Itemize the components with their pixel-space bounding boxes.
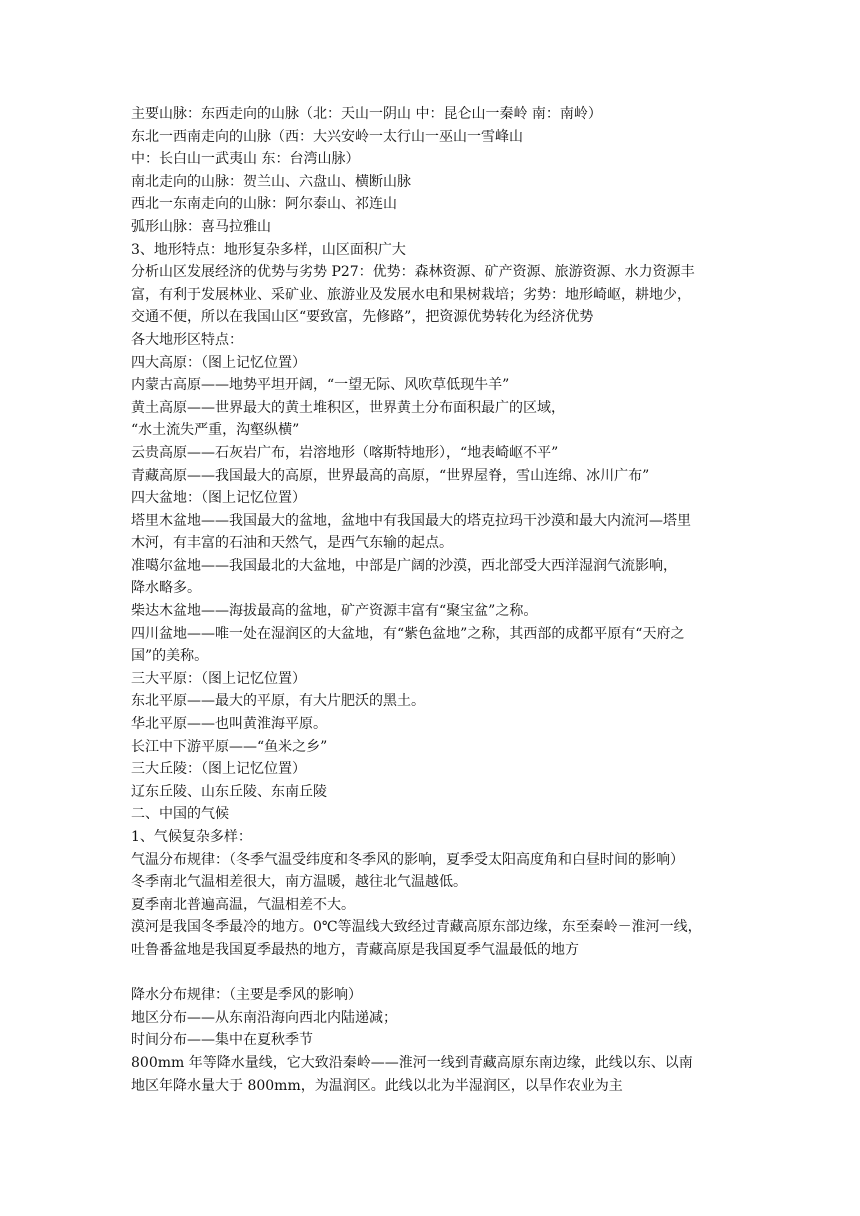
blank-line xyxy=(131,962,736,985)
text-line: 主要山脉：东西走向的山脉（北：天山一阴山 中：昆仑山一秦岭 南：南岭） xyxy=(131,106,602,122)
text-line: 中：长白山一武夷山 东：台湾山脉） xyxy=(131,151,360,168)
text-line: 东北一西南走向的山脉（西：大兴安岭一太行山一巫山一雪峰山 xyxy=(131,128,523,145)
text-line: 夏季南北普遍高温，气温相差不大。 xyxy=(131,896,355,913)
text-line: 黄土高原——世界最大的黄土堆积区，世界黄土分布面积最广的区域， xyxy=(131,399,565,416)
text-line: 气温分布规律：（冬季气温受纬度和冬季风的影响，夏季受太阳高度角和白昼时间的影响） xyxy=(131,851,684,868)
text-line: 长江中下游平原——“鱼米之乡” xyxy=(131,738,328,755)
text-line: 辽东丘陵、山东丘陵、东南丘陵 xyxy=(131,783,327,800)
text-line: 弧形山脉：喜马拉雅山 xyxy=(131,218,271,235)
text-line: 四大盆地：（图上记忆位置） xyxy=(131,490,306,507)
text-line: 800mm 年等降水量线，它大致沿秦岭——淮河一线到青藏高原东南边缘，此线以东、以南 xyxy=(131,1054,693,1071)
text-line: 华北平原——也叫黄淮海平原。 xyxy=(131,716,327,733)
text-line: 降水略多。 xyxy=(131,580,201,597)
section-heading: 二、中国的气候 xyxy=(131,806,229,823)
text-line: 东北平原——最大的平原，有大片肥沃的黑土。 xyxy=(131,693,425,710)
text-line: 交通不便，所以在我国山区“要致富，先修路”，把资源优势转化为经济优势 xyxy=(131,309,594,326)
text-line: 地区年降水量大于 800mm，为温润区。此线以北为半湿润区，以旱作农业为主 xyxy=(131,1077,623,1094)
text-line: 时间分布——集中在夏秋季节 xyxy=(131,1032,313,1049)
text-line: “水土流失严重，沟壑纵横” xyxy=(131,422,300,439)
text-line: 云贵高原——石灰岩广布，岩溶地形（喀斯特地形），“地表崎岖不平” xyxy=(131,444,559,461)
text-line: 四川盆地——唯一处在湿润区的大盆地，有“紫色盆地”之称，其西部的成都平原有“天府之 xyxy=(131,625,685,642)
text-line: 内蒙古高原——地势平坦开阔，“一望无际、风吹草低现牛羊” xyxy=(131,377,510,394)
text-line: 柴达木盆地——海拔最高的盆地，矿产资源丰富有“聚宝盆”之称。 xyxy=(131,603,538,620)
text-line: 富，有利于发展林业、采矿业、旅游业及发展水电和果树栽培；劣势：地形崎岖，耕地少， xyxy=(131,286,691,303)
text-line: 冬季南北气温相差很大，南方温暖，越往北气温越低。 xyxy=(131,874,467,891)
text-line: 南北走向的山脉：贺兰山、六盘山、横断山脉 xyxy=(131,173,411,190)
text-line: 西北一东南走向的山脉：阿尔泰山、祁连山 xyxy=(131,196,397,213)
text-line: 青藏高原——我国最大的高原，世界最高的高原，“世界屋脊，雪山连绵、冰川广布” xyxy=(131,467,650,484)
text-line: 国”的美称。 xyxy=(131,648,209,665)
text-line: 三大丘陵：（图上记忆位置） xyxy=(131,761,306,778)
text-line: 降水分布规律：（主要是季风的影响） xyxy=(131,987,362,1004)
text-line: 地区分布——从东南沿海向西北内陆递减； xyxy=(131,1009,397,1026)
text-line: 1、气候复杂多样： xyxy=(131,829,252,845)
text-line: 漠河是我国冬季最冷的地方。0℃等温线大致经过青藏高原东部边缘，东至秦岭－淮河一线， xyxy=(131,919,702,936)
text-line: 三大平原：（图上记忆位置） xyxy=(131,670,306,687)
text-line: 各大地形区特点： xyxy=(131,331,243,348)
text-line: 四大高原：（图上记忆位置） xyxy=(131,354,306,371)
document-page xyxy=(131,103,736,1097)
text-line: 塔里木盆地——我国最大的盆地，盆地中有我国最大的塔克拉玛干沙漠和最大内流河—塔里 xyxy=(131,512,691,529)
text-line: 准噶尔盆地——我国最北的大盆地，中部是广阔的沙漠，西北部受大西洋湿润气流影响， xyxy=(131,557,677,574)
text-line: 木河，有丰富的石油和天然气，是西气东输的起点。 xyxy=(131,535,453,552)
text-line: 分析山区发展经济的优势与劣势 P27：优势：森林资源、矿产资源、旅游资源、水力资源丰 xyxy=(131,264,695,281)
text-line: 吐鲁番盆地是我国夏季最热的地方，青藏高原是我国夏季气温最低的地方 xyxy=(131,941,579,958)
text-line: 3、地形特点：地形复杂多样，山区面积广大 xyxy=(131,241,406,258)
